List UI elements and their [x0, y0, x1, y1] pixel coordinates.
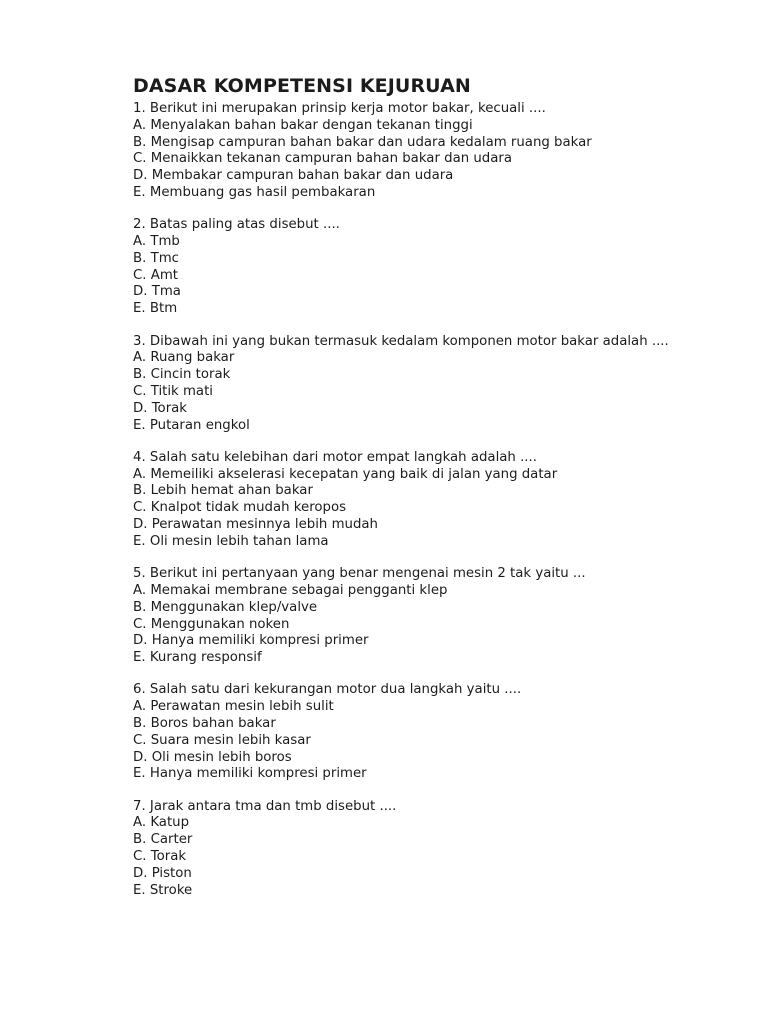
option-b: B. Mengisap campuran bahan bakar dan udara kedalam ruang bakar [133, 134, 592, 150]
question-text: 2. Batas paling atas disebut .... [133, 217, 340, 233]
option-d: D. Oli mesin lebih boros [133, 749, 292, 765]
option-a: A. Tmb [133, 234, 180, 250]
option-e: E. Membuang gas hasil pembakaran [133, 184, 376, 200]
option-e: E. Stroke [133, 882, 193, 898]
option-b: B. Lebih hemat ahan bakar [133, 483, 313, 499]
question-text: 3. Dibawah ini yang bukan termasuk kedalam komponen motor bakar adalah .... [133, 333, 669, 349]
option-b: B. Tmc [133, 250, 179, 266]
option-e: E. Oli mesin lebih tahan lama [133, 533, 329, 549]
option-e: E. Kurang responsif [133, 650, 262, 666]
question-3 [133, 334, 728, 435]
option-e: E. Putaran engkol [133, 417, 250, 433]
option-c: C. Menaikkan tekanan campuran bahan bakar dan udara [133, 151, 513, 167]
option-a: A. Menyalakan bahan bakar dengan tekanan tinggi [133, 117, 473, 133]
answer-options [133, 234, 728, 318]
document-title: DASAR KOMPETENSI KEJURUAN [133, 75, 471, 97]
question-text: 7. Jarak antara tma dan tmb disebut .... [133, 798, 397, 814]
option-a: A. Memakai membrane sebagai pengganti klep [133, 582, 448, 598]
option-b: B. Cincin torak [133, 367, 231, 383]
answer-options [133, 350, 728, 434]
option-c: C. Titik mati [133, 383, 213, 399]
option-c: C. Suara mesin lebih kasar [133, 732, 311, 748]
option-c: C. Knalpot tidak mudah keropos [133, 500, 347, 516]
question-text: 4. Salah satu kelebihan dari motor empat langkah adalah .... [133, 449, 537, 465]
option-c: C. Amt [133, 267, 179, 283]
option-b: B. Menggunakan klep/valve [133, 599, 318, 615]
answer-options [133, 118, 728, 202]
option-d: D. Torak [133, 400, 188, 416]
option-d: D. Membakar campuran bahan bakar dan udara [133, 168, 454, 184]
option-c: C. Torak [133, 849, 187, 865]
question-6 [133, 682, 728, 783]
option-b: B. Boros bahan bakar [133, 716, 276, 731]
option-d: D. Piston [133, 865, 192, 881]
answer-options [133, 583, 728, 667]
answer-options [133, 467, 728, 551]
question-2 [133, 217, 728, 318]
question-text: 6. Salah satu dari kekurangan motor dua langkah yaitu .... [133, 682, 522, 698]
answer-options [133, 815, 728, 899]
question-text: 5. Berikut ini pertanyaan yang benar mengenai mesin 2 tak yaitu ... [133, 566, 586, 582]
option-d: D. Hanya memiliki kompresi primer [133, 633, 369, 649]
option-d: D. Tma [133, 284, 181, 300]
option-c: C. Menggunakan noken [133, 616, 290, 632]
option-a: A. Katup [133, 815, 190, 831]
option-a: A. Ruang bakar [133, 350, 235, 366]
option-a: A. Perawatan mesin lebih sulit [133, 699, 334, 715]
option-e: E. Hanya memiliki kompresi primer [133, 766, 367, 782]
question-1 [133, 101, 728, 202]
question-5 [133, 566, 728, 667]
question-7 [133, 799, 728, 900]
option-d: D. Perawatan mesinnya lebih mudah [133, 517, 378, 533]
option-a: A. Memeiliki akselerasi kecepatan yang baik di jalan yang datar [133, 466, 558, 482]
question-4 [133, 450, 728, 551]
question-text: 1. Berikut ini merupakan prinsip kerja motor bakar, kecuali .... [133, 101, 546, 116]
answer-options [133, 699, 728, 783]
option-b: B. Carter [133, 832, 193, 848]
option-e: E. Btm [133, 301, 178, 317]
